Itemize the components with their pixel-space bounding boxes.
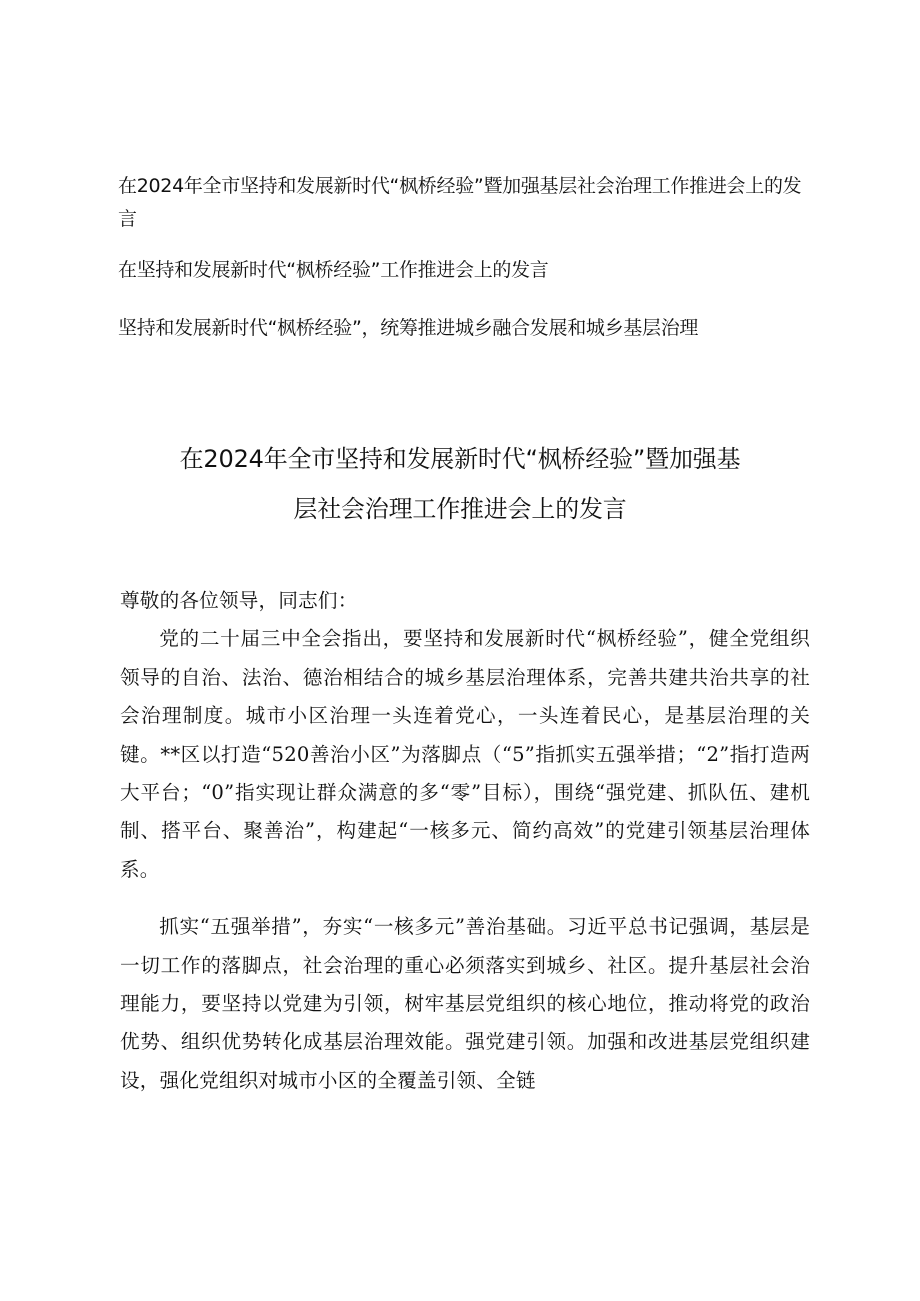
- article-body: [120, 582, 810, 1100]
- toc-item: 坚持和发展新时代“枫桥经验”，统筹推进城乡融合发展和城乡基层治理: [118, 317, 699, 339]
- table-of-contents: [118, 170, 818, 370]
- toc-item: 在坚持和发展新时代“枫桥经验”工作推进会上的发言: [118, 259, 549, 281]
- body-paragraph: 抓实“五强举措”，夯实“一核多元”善治基础。习近平总书记强调，基层是一切工作的落脚点，社会治理的重心必须落实到城乡、社区。提升基层社会治理能力，要坚持以党建为引领，树牢基层党组织的核心地位，推动将党的政治优势、组织优势转化成基层治理效能。强党建引领。加强和改进基层党组织建设，强化党组织对城市小区的全覆盖引领、全链: [120, 915, 810, 1092]
- body-paragraph: 党的二十届三中全会指出，要坚持和发展新时代“枫桥经验”，健全党组织领导的自治、法治、德治相结合的城乡基层治理体系，完善共建共治共享的社会治理制度。城市小区治理一头连着党心，一头连着民心，是基层治理的关键。**区以打造“520善治小区”为落脚点（“5”指抓实五强举措；“2”指打造两大平台；“0”指实现让群众满意的多“零”目标），围绕“强党建、抓队伍、建机制、搭平台、聚善治”，构建起“一核多元、简约高效”的党建引领基层治理体系。: [120, 627, 810, 881]
- article-title-line: 层社会治理工作推进会上的发言: [293, 495, 627, 523]
- article-title: [120, 434, 800, 534]
- toc-item: 在2024年全市坚持和发展新时代“枫桥经验”暨加强基层社会治理工作推进会上的发言: [118, 175, 802, 230]
- salutation: 尊敬的各位领导，同志们：: [120, 589, 358, 612]
- article-title-line: 在2024年全市坚持和发展新时代“枫桥经验”暨加强基: [179, 445, 741, 473]
